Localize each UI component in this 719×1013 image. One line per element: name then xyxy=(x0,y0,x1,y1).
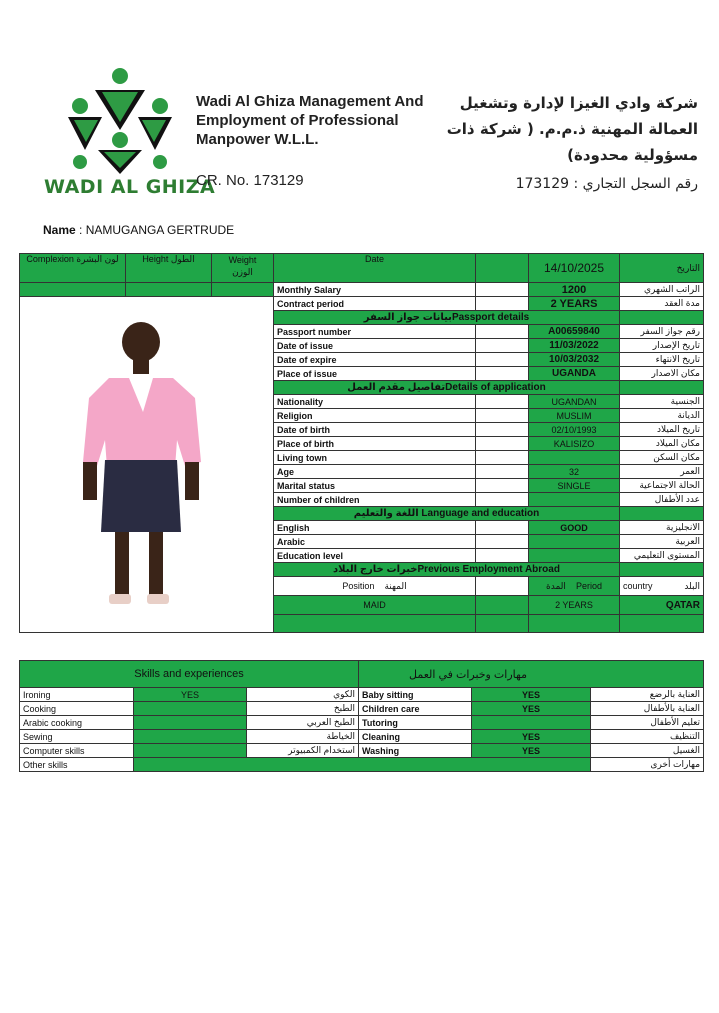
cell xyxy=(476,423,529,437)
skill-value: YES xyxy=(472,744,591,758)
language-ar: العربية xyxy=(620,535,704,549)
cell xyxy=(476,479,529,493)
contract-period-value: 2 YEARS xyxy=(529,297,620,311)
application-label: Living town xyxy=(274,451,476,465)
other-skills-ar: مهارات أخرى xyxy=(591,758,704,772)
weight-header xyxy=(212,254,274,283)
cell xyxy=(476,577,529,596)
passport-ar: مكان الاصدار xyxy=(620,367,704,381)
skill-label: Tutoring xyxy=(359,716,472,730)
contract-period-label: Contract period xyxy=(274,297,476,311)
position-label: Position xyxy=(342,580,375,591)
cell xyxy=(476,283,529,297)
passport-value: A00659840 xyxy=(529,325,620,339)
application-ar: العمر xyxy=(620,465,704,479)
application-ar: الديانة xyxy=(620,409,704,423)
application-ar: الحالة الاجتماعية xyxy=(620,479,704,493)
height-value xyxy=(126,283,212,297)
left-leg xyxy=(115,532,129,596)
cell xyxy=(620,615,704,633)
cell xyxy=(476,353,529,367)
skills-title-ar: مهارات وخبرات في العمل xyxy=(359,661,704,688)
skill-label: Cooking xyxy=(20,702,134,716)
cell xyxy=(476,549,529,563)
country-label: country xyxy=(623,580,653,591)
language-label: Arabic xyxy=(274,535,476,549)
application-value: SINGLE xyxy=(529,479,620,493)
application-ar: مكان السكن xyxy=(620,451,704,465)
cell xyxy=(476,521,529,535)
skills-table xyxy=(19,660,704,772)
language-ar: المستوى التعليمي xyxy=(620,549,704,563)
logo-text: WADI AL GHIZA xyxy=(44,176,216,198)
right-shoe xyxy=(147,594,169,604)
passport-ar: تاريخ الانتهاء xyxy=(620,353,704,367)
skill-ar: تعليم الأطفال xyxy=(591,716,704,730)
skill-value xyxy=(134,730,247,744)
application-label: Date of birth xyxy=(274,423,476,437)
cell xyxy=(274,615,476,633)
cell xyxy=(620,311,704,325)
skill-value xyxy=(134,744,247,758)
language-section-header: اللغة والتعليم Language and education xyxy=(274,507,620,521)
skill-label: Baby sitting xyxy=(359,688,472,702)
application-label: Age xyxy=(274,465,476,479)
application-label: Religion xyxy=(274,409,476,423)
monthly-salary-ar: الراتب الشهري xyxy=(620,283,704,297)
cell xyxy=(476,493,529,507)
skill-value: YES xyxy=(472,688,591,702)
candidate-name xyxy=(43,223,234,237)
previous-position: MAID xyxy=(274,596,476,615)
date-value: 14/10/2025 xyxy=(529,254,620,283)
cell xyxy=(476,339,529,353)
skill-ar: العناية بالرضع xyxy=(591,688,704,702)
application-value: MUSLIM xyxy=(529,409,620,423)
skill-ar: الغسيل xyxy=(591,744,704,758)
application-label: Number of children xyxy=(274,493,476,507)
right-hand xyxy=(185,462,199,500)
application-label: Marital status xyxy=(274,479,476,493)
cell xyxy=(476,596,529,615)
skill-label: Cleaning xyxy=(359,730,472,744)
skill-ar: استخدام الكمبيوتر xyxy=(247,744,359,758)
passport-value: UGANDA xyxy=(529,367,620,381)
language-label: English xyxy=(274,521,476,535)
skirt xyxy=(101,460,181,532)
skill-label: Computer skills xyxy=(20,744,134,758)
complexion-header: Complexion لون البشرة xyxy=(20,254,126,283)
weight-label: Weight xyxy=(228,255,257,265)
skill-value xyxy=(472,716,591,730)
application-ar: الجنسية xyxy=(620,395,704,409)
cell xyxy=(476,465,529,479)
application-value: 02/10/1993 xyxy=(529,423,620,437)
language-value: GOOD xyxy=(529,521,620,535)
date-spacer xyxy=(476,254,529,283)
language-label: Education level xyxy=(274,549,476,563)
passport-value: 10/03/2032 xyxy=(529,353,620,367)
passport-value: 11/03/2022 xyxy=(529,339,620,353)
weight-value xyxy=(212,283,274,297)
cell xyxy=(620,563,704,577)
passport-ar: رقم جواز السفر xyxy=(620,325,704,339)
passport-section-header: بيانات جواز السفرPassport details xyxy=(274,311,620,325)
neck xyxy=(133,358,149,374)
other-skills-value xyxy=(134,758,591,772)
date-header-ar: التاريخ xyxy=(620,254,704,283)
skill-ar: الخياطة xyxy=(247,730,359,744)
cell xyxy=(476,615,529,633)
cell xyxy=(476,535,529,549)
application-value: 32 xyxy=(529,465,620,479)
date-header: Date xyxy=(274,254,476,283)
application-ar: عدد الأطفال xyxy=(620,493,704,507)
previous-section-header: خبرات خارج البلادPrevious Employment Abroad xyxy=(274,563,620,577)
passport-label: Passport number xyxy=(274,325,476,339)
skill-ar: التنظيف xyxy=(591,730,704,744)
contract-period-ar: مدة العقد xyxy=(620,297,704,311)
skill-value: YES xyxy=(472,730,591,744)
right-leg xyxy=(149,532,163,596)
candidate-photo xyxy=(25,300,263,632)
passport-label: Date of expire xyxy=(274,353,476,367)
cell xyxy=(476,409,529,423)
application-value xyxy=(529,493,620,507)
skill-ar: الكوي xyxy=(247,688,359,702)
application-section-header: تفاصيل مقدم العملDetails of application xyxy=(274,381,620,395)
application-ar: مكان الميلاد xyxy=(620,437,704,451)
skill-value xyxy=(134,716,247,730)
skill-ar: الطبخ العربي xyxy=(247,716,359,730)
skill-label: Sewing xyxy=(20,730,134,744)
application-label: Place of birth xyxy=(274,437,476,451)
position-label-ar: المهنة xyxy=(384,580,407,591)
passport-label: Place of issue xyxy=(274,367,476,381)
language-value xyxy=(529,549,620,563)
skill-value: YES xyxy=(472,702,591,716)
previous-country: QATAR xyxy=(620,596,704,615)
name-label: Name xyxy=(43,223,76,237)
cell xyxy=(476,325,529,339)
skill-ar: العناية بالأطفال xyxy=(591,702,704,716)
skill-label: Children care xyxy=(359,702,472,716)
head xyxy=(122,322,160,362)
period-header xyxy=(529,577,620,596)
skill-label: Arabic cooking xyxy=(20,716,134,730)
left-shoe xyxy=(109,594,131,604)
cell xyxy=(476,451,529,465)
weight-label-ar: الوزن xyxy=(232,267,253,277)
cell xyxy=(476,297,529,311)
monthly-salary-label: Monthly Salary xyxy=(274,283,476,297)
period-label: Period xyxy=(575,580,602,591)
skills-title-en: Skills and experiences xyxy=(20,661,359,688)
left-hand xyxy=(83,462,97,500)
application-ar: تاريخ الميلاد xyxy=(620,423,704,437)
previous-period: 2 YEARS xyxy=(529,596,620,615)
application-label: Nationality xyxy=(274,395,476,409)
skill-value xyxy=(134,702,247,716)
cell xyxy=(476,437,529,451)
language-ar: الانجليزية xyxy=(620,521,704,535)
skill-label: Ironing xyxy=(20,688,134,702)
country-header xyxy=(620,577,704,596)
company-name-english: Wadi Al Ghiza Management And Employment of Professional Manpower W.L.L. xyxy=(196,93,424,148)
skill-ar: الطبخ xyxy=(247,702,359,716)
cell xyxy=(620,381,704,395)
monthly-salary-value: 1200 xyxy=(529,283,620,297)
complexion-value xyxy=(20,283,126,297)
country-label-ar: البلد xyxy=(684,580,700,591)
name-value: : NAMUGANGA GERTRUDE xyxy=(79,223,235,237)
skill-label: Washing xyxy=(359,744,472,758)
passport-label: Date of issue xyxy=(274,339,476,353)
application-value: KALISIZO xyxy=(529,437,620,451)
skill-value: YES xyxy=(134,688,247,702)
application-value: UGANDAN xyxy=(529,395,620,409)
passport-ar: تاريخ الإصدار xyxy=(620,339,704,353)
application-value xyxy=(529,451,620,465)
cell xyxy=(476,395,529,409)
cr-number-arabic: رقم السجل التجاري : 173129 xyxy=(515,176,698,192)
period-label-ar: المدة xyxy=(546,580,566,591)
height-header: Height الطول xyxy=(126,254,212,283)
position-header xyxy=(274,577,476,596)
cell xyxy=(529,615,620,633)
company-name-arabic: شركة وادي الغيزا لإدارة وتشغيل العمالة المهنية ذ.م.م. ( شركة ذات مسؤولية محدودة) xyxy=(446,94,698,164)
cr-number-english: CR. No. 173129 xyxy=(196,172,304,189)
language-value xyxy=(529,535,620,549)
cell xyxy=(620,507,704,521)
cell xyxy=(476,367,529,381)
other-skills-label: Other skills xyxy=(20,758,134,772)
